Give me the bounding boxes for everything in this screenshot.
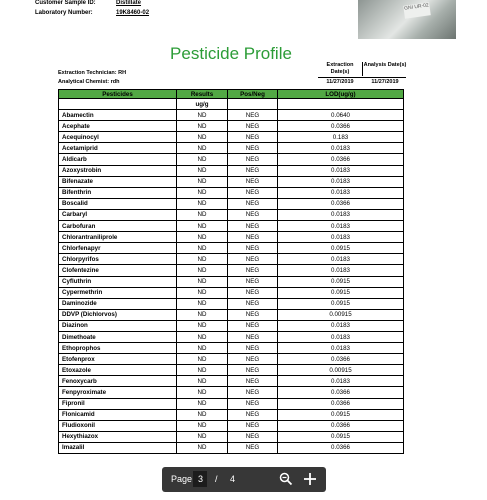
analysis-date-label: Analysis Date(s) <box>363 62 407 68</box>
lod-cell: 0.0915 <box>278 243 404 254</box>
lod-cell: 0.0366 <box>278 154 404 165</box>
pos-neg-cell: NEG <box>228 154 278 165</box>
table-row <box>59 376 404 387</box>
result-cell: ND <box>177 298 228 309</box>
lod-cell: 0.0366 <box>278 121 404 132</box>
pos-neg-cell: NEG <box>228 409 278 420</box>
pos-neg-cell: NEG <box>228 232 278 243</box>
lod-cell: 0.0915 <box>278 409 404 420</box>
table-row <box>59 187 404 198</box>
pesticide-name: Dimethoate <box>59 331 177 342</box>
table-row <box>59 298 404 309</box>
lab-number-label: Laboratory Number: <box>35 10 93 16</box>
pos-neg-cell: NEG <box>228 309 278 320</box>
result-cell: ND <box>177 187 228 198</box>
zoom-out-icon[interactable] <box>279 472 293 488</box>
lod-cell: 0.0915 <box>278 431 404 442</box>
pesticide-name: Diazinon <box>59 320 177 331</box>
lod-cell: 0.0183 <box>278 254 404 265</box>
pos-neg-cell: NEG <box>228 343 278 354</box>
result-cell: ND <box>177 254 228 265</box>
lod-cell: 0.0366 <box>278 398 404 409</box>
pos-neg-cell: NEG <box>228 287 278 298</box>
pos-neg-cell: NEG <box>228 198 278 209</box>
lod-cell: 0.0915 <box>278 276 404 287</box>
table-row <box>59 165 404 176</box>
lod-cell: 0.0915 <box>278 287 404 298</box>
results-unit: ug/g <box>177 99 228 110</box>
pesticide-name: Ethoprophos <box>59 343 177 354</box>
table-row <box>59 143 404 154</box>
pesticide-name: Chlorantraniliprole <box>59 232 177 243</box>
pos-neg-cell: NEG <box>228 132 278 143</box>
pos-neg-cell: NEG <box>228 387 278 398</box>
table-row <box>59 254 404 265</box>
pos-neg-cell: NEG <box>228 187 278 198</box>
result-cell: ND <box>177 221 228 232</box>
current-page: 3 <box>198 474 204 484</box>
pesticide-name: Acetamiprid <box>59 143 177 154</box>
result-cell: ND <box>177 110 228 121</box>
pos-neg-cell: NEG <box>228 165 278 176</box>
pesticide-name: Cyfluthrin <box>59 276 177 287</box>
table-row <box>59 265 404 276</box>
result-cell: ND <box>177 276 228 287</box>
result-cell: ND <box>177 409 228 420</box>
plus-icon[interactable] <box>303 472 317 488</box>
result-cell: ND <box>177 265 228 276</box>
result-cell: ND <box>177 198 228 209</box>
table-row <box>59 320 404 331</box>
table-row <box>59 343 404 354</box>
result-cell: ND <box>177 365 228 376</box>
pos-neg-cell: NEG <box>228 209 278 220</box>
pesticide-table <box>58 89 404 454</box>
lod-cell: 0.0183 <box>278 265 404 276</box>
pesticide-name: Chlorfenapyr <box>59 243 177 254</box>
pos-neg-cell: NEG <box>228 398 278 409</box>
result-cell: ND <box>177 287 228 298</box>
lod-cell: 0.0183 <box>278 143 404 154</box>
customer-sample-label: Customer Sample ID: <box>35 0 96 6</box>
table-row <box>59 309 404 320</box>
lod-cell: 0.183 <box>278 132 404 143</box>
result-cell: ND <box>177 442 228 453</box>
pos-neg-cell: NEG <box>228 420 278 431</box>
table-row <box>59 331 404 342</box>
pos-neg-cell: NEG <box>228 298 278 309</box>
lab-number-value: 19K8460-02 <box>116 10 150 16</box>
customer-sample-row <box>35 0 142 6</box>
result-cell: ND <box>177 431 228 442</box>
pesticide-name: Chlorpyrifos <box>59 254 177 265</box>
pos-neg-cell: NEG <box>228 254 278 265</box>
lod-cell: 0.00915 <box>278 309 404 320</box>
lod-cell: 0.0366 <box>278 354 404 365</box>
pdf-page-toolbar <box>162 467 326 492</box>
total-pages: 4 <box>230 474 236 484</box>
analysis-date-value: 11/27/2019 <box>371 79 399 85</box>
page-label: Page <box>171 474 193 484</box>
result-cell: ND <box>177 343 228 354</box>
pesticide-name: Carbaryl <box>59 209 177 220</box>
table-row <box>59 398 404 409</box>
result-cell: ND <box>177 320 228 331</box>
table-row <box>59 287 404 298</box>
lod-cell: 0.0366 <box>278 198 404 209</box>
lab-number-row <box>35 10 150 16</box>
table-row <box>59 365 404 376</box>
table-row <box>59 209 404 220</box>
lod-cell: 0.0183 <box>278 176 404 187</box>
pos-neg-cell: NEG <box>228 110 278 121</box>
pos-neg-cell: NEG <box>228 320 278 331</box>
header-lod: LOD(ug/g) <box>278 90 404 99</box>
unit-row <box>59 99 404 110</box>
pos-neg-cell: NEG <box>228 143 278 154</box>
pos-neg-cell: NEG <box>228 221 278 232</box>
lod-cell: 0.0183 <box>278 376 404 387</box>
result-cell: ND <box>177 420 228 431</box>
pesticide-name: Hexythiazox <box>59 431 177 442</box>
result-cell: ND <box>177 232 228 243</box>
result-cell: ND <box>177 165 228 176</box>
extraction-date-value: 11/27/2019 <box>326 79 354 85</box>
lod-cell: 0.0366 <box>278 387 404 398</box>
pesticide-name: Acequinocyl <box>59 132 177 143</box>
table-row <box>59 176 404 187</box>
table-row <box>59 198 404 209</box>
pesticide-name: Acephate <box>59 121 177 132</box>
result-cell: ND <box>177 376 228 387</box>
pesticide-name: Imazalil <box>59 442 177 453</box>
pesticide-name: Daminozide <box>59 298 177 309</box>
page-title: Pesticide Profile <box>170 44 292 63</box>
dates-underline <box>318 77 406 78</box>
lod-cell: 0.0183 <box>278 209 404 220</box>
lod-cell: 0.0915 <box>278 298 404 309</box>
table-row <box>59 387 404 398</box>
header-results: Results <box>177 90 228 99</box>
pos-neg-cell: NEG <box>228 121 278 132</box>
result-cell: ND <box>177 354 228 365</box>
pos-neg-cell: NEG <box>228 243 278 254</box>
pos-neg-cell: NEG <box>228 331 278 342</box>
table-row <box>59 221 404 232</box>
extraction-date-label: Extraction Date(s) <box>326 62 354 75</box>
dates-block <box>318 62 406 84</box>
customer-sample-value: Distillate <box>116 0 142 6</box>
lod-cell: 0.0366 <box>278 420 404 431</box>
pesticide-name: Fipronil <box>59 398 177 409</box>
table-row <box>59 409 404 420</box>
result-cell: ND <box>177 154 228 165</box>
lod-cell: 0.00915 <box>278 365 404 376</box>
table-row <box>59 243 404 254</box>
lod-cell: 0.0183 <box>278 320 404 331</box>
table-row <box>59 232 404 243</box>
table-row <box>59 132 404 143</box>
pesticide-name: Bifenazate <box>59 176 177 187</box>
pesticide-name: Aldicarb <box>59 154 177 165</box>
pesticide-name: Abamectin <box>59 110 177 121</box>
lod-cell: 0.0640 <box>278 110 404 121</box>
pesticide-name: Boscalid <box>59 198 177 209</box>
result-cell: ND <box>177 243 228 254</box>
table-row <box>59 420 404 431</box>
pos-neg-cell: NEG <box>228 176 278 187</box>
result-cell: ND <box>177 121 228 132</box>
pesticide-name: DDVP (Dichlorvos) <box>59 309 177 320</box>
table-row <box>59 154 404 165</box>
result-cell: ND <box>177 387 228 398</box>
extraction-technician: Extraction Technician: RH <box>58 70 127 76</box>
pesticide-name: Cypermethrin <box>59 287 177 298</box>
pesticide-name: Fludioxonil <box>59 420 177 431</box>
pesticide-name: Carbofuran <box>59 221 177 232</box>
result-cell: ND <box>177 132 228 143</box>
result-cell: ND <box>177 143 228 154</box>
result-cell: ND <box>177 398 228 409</box>
table-row <box>59 121 404 132</box>
result-cell: ND <box>177 309 228 320</box>
lod-cell: 0.0183 <box>278 331 404 342</box>
pos-neg-cell: NEG <box>228 276 278 287</box>
result-cell: ND <box>177 209 228 220</box>
lod-cell: 0.0183 <box>278 232 404 243</box>
pesticide-name: Etoxazole <box>59 365 177 376</box>
pesticide-name: Fenpyroximate <box>59 387 177 398</box>
pos-neg-cell: NEG <box>228 442 278 453</box>
pos-neg-cell: NEG <box>228 365 278 376</box>
sample-photo-tag: GNI UR-02 <box>403 2 431 18</box>
lod-cell: 0.0366 <box>278 442 404 453</box>
pos-neg-cell: NEG <box>228 376 278 387</box>
pos-neg-cell: NEG <box>228 354 278 365</box>
sample-photo <box>358 0 456 39</box>
pesticide-name: Azoxystrobin <box>59 165 177 176</box>
pesticide-name: Etofenprox <box>59 354 177 365</box>
header-pesticides: Pesticides <box>59 90 177 99</box>
table-row <box>59 442 404 453</box>
table-row <box>59 354 404 365</box>
pesticide-name: Flonicamid <box>59 409 177 420</box>
lod-cell: 0.0183 <box>278 221 404 232</box>
page-separator: / <box>215 474 218 484</box>
table-header-row <box>59 90 404 99</box>
pesticide-name: Fenoxycarb <box>59 376 177 387</box>
analytical-chemist: Analytical Chemist: rdh <box>58 79 120 85</box>
table-row <box>59 276 404 287</box>
pesticide-name: Bifenthrin <box>59 187 177 198</box>
result-cell: ND <box>177 331 228 342</box>
header-pos-neg: Pos/Neg <box>228 90 278 99</box>
lod-cell: 0.0183 <box>278 343 404 354</box>
lod-cell: 0.0183 <box>278 165 404 176</box>
dates-divider <box>362 62 363 76</box>
table-row <box>59 431 404 442</box>
lod-cell: 0.0183 <box>278 187 404 198</box>
pos-neg-cell: NEG <box>228 431 278 442</box>
pos-neg-cell: NEG <box>228 265 278 276</box>
result-cell: ND <box>177 176 228 187</box>
table-row <box>59 110 404 121</box>
pesticide-name: Clofentezine <box>59 265 177 276</box>
